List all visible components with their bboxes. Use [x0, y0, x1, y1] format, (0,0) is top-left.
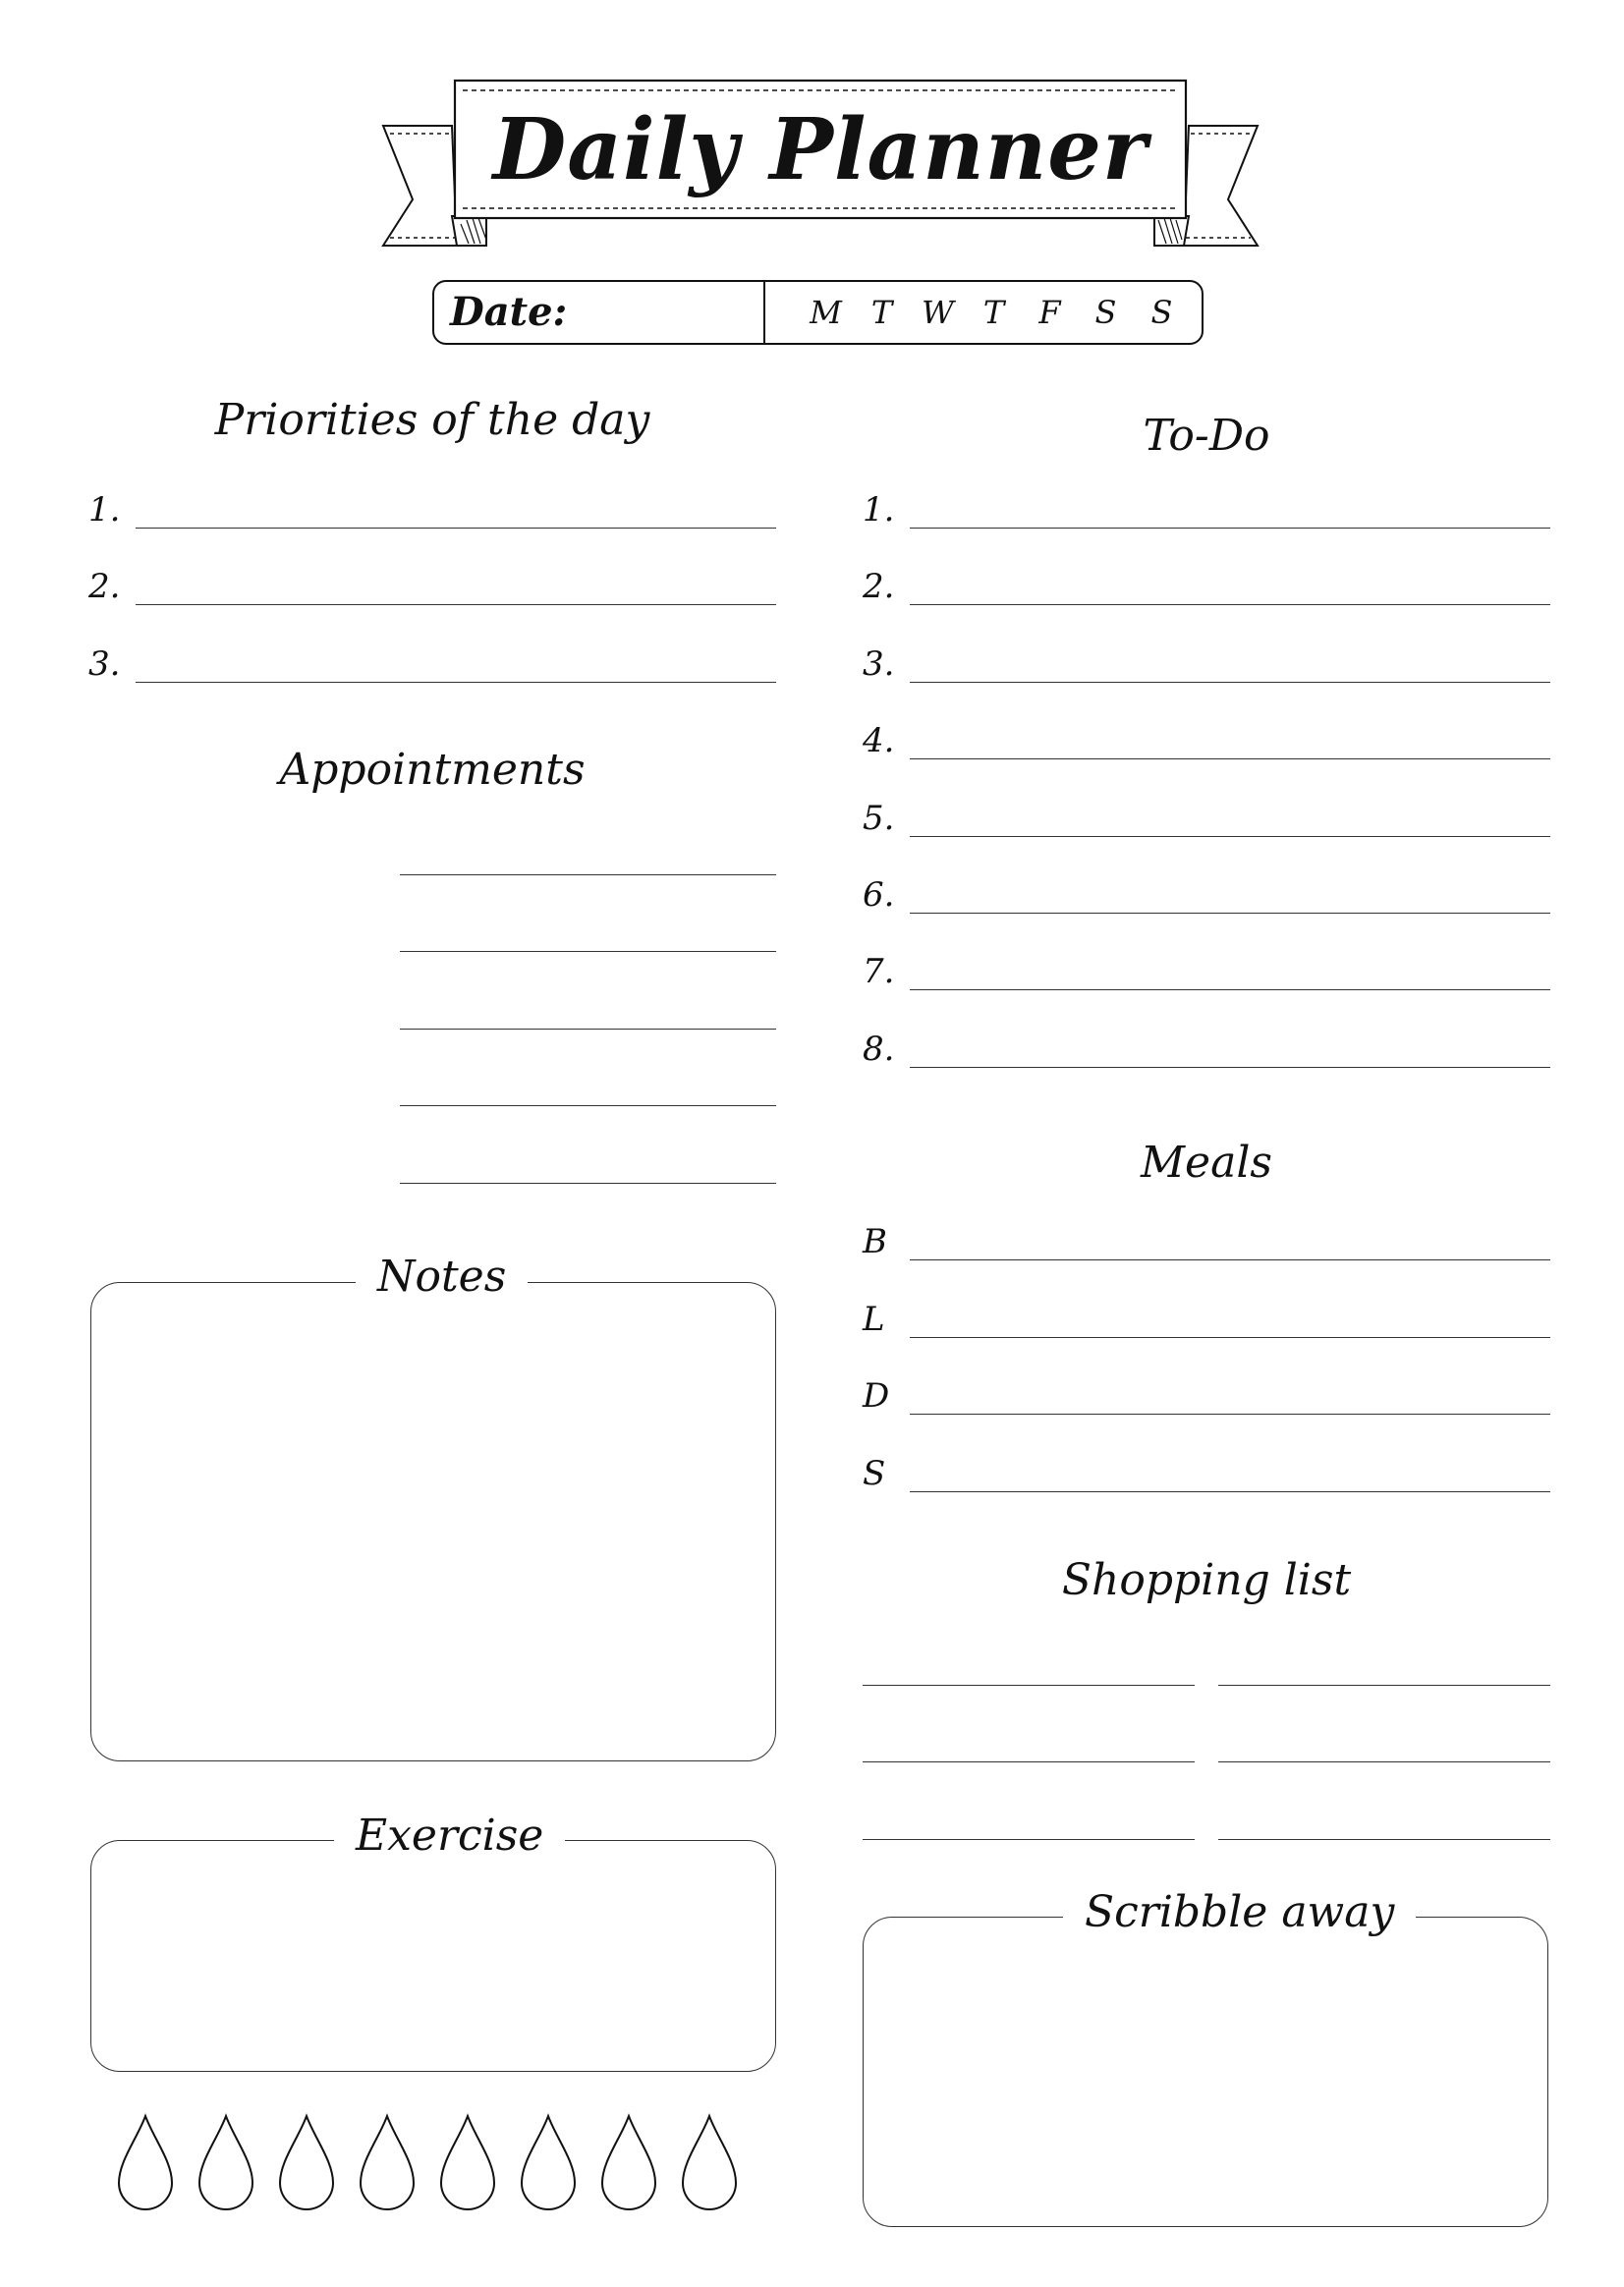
priority-line — [136, 682, 776, 683]
todo-line — [910, 528, 1550, 529]
meal-row-snack[interactable] — [863, 1443, 1550, 1492]
day-wednesday[interactable]: W — [922, 294, 954, 331]
todo-number: 6. — [863, 875, 895, 915]
water-drop-icon[interactable] — [683, 2116, 736, 2209]
water-drop-icon[interactable] — [522, 2116, 575, 2209]
todo-row[interactable] — [863, 1019, 1550, 1068]
meal-line — [910, 1337, 1550, 1338]
scribble-box[interactable] — [863, 1917, 1548, 2227]
meal-row-breakfast[interactable] — [863, 1211, 1550, 1260]
day-thursday[interactable]: T — [982, 294, 1005, 331]
todo-number: 7. — [863, 952, 895, 991]
day-tuesday[interactable]: T — [870, 294, 893, 331]
meal-row-dinner[interactable] — [863, 1366, 1550, 1415]
todo-row[interactable] — [863, 479, 1550, 529]
water-drop-icon[interactable] — [119, 2116, 172, 2209]
priority-line — [136, 528, 776, 529]
water-drop-icon[interactable] — [602, 2116, 655, 2209]
meal-letter: S — [863, 1454, 886, 1493]
page-title: Daily Planner — [492, 99, 1148, 199]
shopping-heading: Shopping list — [1061, 1555, 1352, 1605]
meal-letter: B — [863, 1222, 887, 1261]
exercise-box[interactable] — [90, 1840, 776, 2072]
todo-line — [910, 682, 1550, 683]
todo-row[interactable] — [863, 710, 1550, 759]
scribble-heading: Scribble away — [1063, 1891, 1416, 1934]
appointment-line[interactable] — [400, 951, 776, 952]
water-drop-icon[interactable] — [361, 2116, 414, 2209]
appointment-line[interactable] — [400, 874, 776, 875]
todo-row[interactable] — [863, 865, 1550, 914]
appointments-heading: Appointments — [279, 745, 586, 795]
shopping-line[interactable] — [863, 1761, 1195, 1762]
todo-line — [910, 1067, 1550, 1068]
date-bar — [432, 280, 1204, 345]
water-drop-icon[interactable] — [199, 2116, 252, 2209]
notes-heading: Notes — [356, 1255, 528, 1299]
water-drop-icon[interactable] — [441, 2116, 494, 2209]
shopping-line[interactable] — [1218, 1839, 1550, 1840]
todo-number: 4. — [863, 721, 895, 760]
day-sunday[interactable]: S — [1150, 294, 1173, 331]
notes-box[interactable] — [90, 1282, 776, 1761]
shopping-line[interactable] — [863, 1685, 1195, 1686]
priorities-heading: Priorities of the day — [214, 395, 650, 445]
priority-number: 2. — [88, 567, 121, 606]
todo-line — [910, 989, 1550, 990]
water-drop-icon[interactable] — [280, 2116, 333, 2209]
meal-line — [910, 1414, 1550, 1415]
todo-number: 1. — [863, 490, 895, 530]
todo-number: 8. — [863, 1030, 895, 1069]
todo-number: 5. — [863, 799, 895, 838]
appointment-line[interactable] — [400, 1183, 776, 1184]
meals-heading: Meals — [1141, 1138, 1272, 1188]
water-tracker — [118, 2112, 766, 2220]
appointment-line[interactable] — [400, 1029, 776, 1030]
todo-row[interactable] — [863, 941, 1550, 990]
todo-row[interactable] — [863, 556, 1550, 605]
appointment-line[interactable] — [400, 1105, 776, 1106]
priority-number: 1. — [88, 490, 121, 530]
todo-line — [910, 604, 1550, 605]
shopping-line[interactable] — [1218, 1685, 1550, 1686]
todo-line — [910, 836, 1550, 837]
shopping-line[interactable] — [1218, 1761, 1550, 1762]
exercise-heading: Exercise — [334, 1814, 565, 1858]
day-friday[interactable]: F — [1038, 294, 1061, 331]
shopping-line[interactable] — [863, 1839, 1195, 1840]
day-saturday[interactable]: S — [1094, 294, 1117, 331]
priority-row[interactable] — [88, 479, 776, 529]
priority-number: 3. — [88, 644, 121, 684]
meal-row-lunch[interactable] — [863, 1289, 1550, 1338]
todo-line — [910, 758, 1550, 759]
priority-row[interactable] — [88, 634, 776, 683]
todo-number: 2. — [863, 567, 895, 606]
priority-line — [136, 604, 776, 605]
date-label: Date: — [450, 289, 568, 335]
meal-line — [910, 1259, 1550, 1260]
todo-number: 3. — [863, 644, 895, 684]
todo-row[interactable] — [863, 634, 1550, 683]
todo-line — [910, 913, 1550, 914]
meal-letter: L — [863, 1300, 885, 1339]
priority-row[interactable] — [88, 556, 776, 605]
date-divider — [763, 282, 765, 343]
todo-row[interactable] — [863, 788, 1550, 837]
meal-line — [910, 1491, 1550, 1492]
weekday-selector — [798, 282, 1190, 343]
meal-letter: D — [863, 1376, 890, 1416]
day-monday[interactable]: M — [810, 294, 842, 331]
todo-heading: To-Do — [1143, 411, 1270, 461]
